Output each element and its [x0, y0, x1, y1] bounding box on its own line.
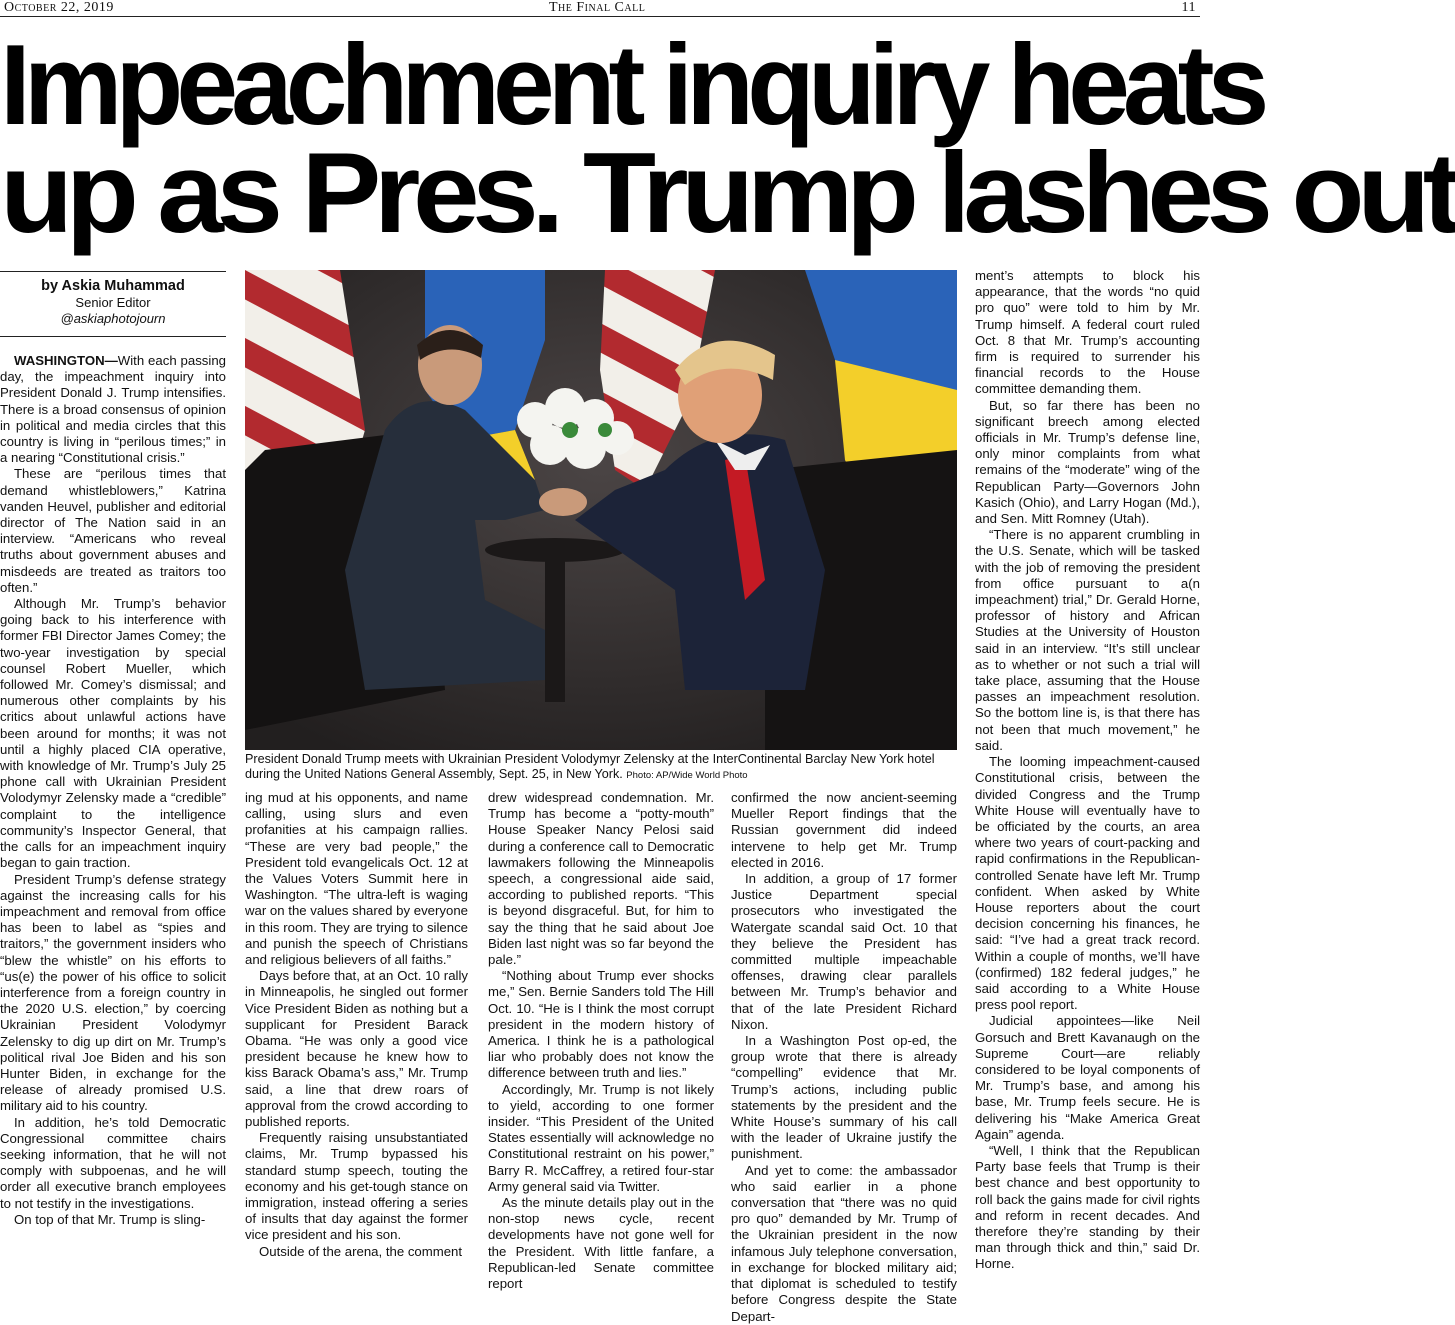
- headline-line-2: up as Pres. Trump lashes out: [0, 128, 1455, 257]
- byline-handle: @askiaphotojourn: [60, 311, 166, 326]
- article-column-3: [488, 790, 714, 1298]
- article-paragraph: Judicial appointees—like Neil Gorsuch and Brett Kavanaugh on the Supreme Court—are reliably considered to be loyal components of Mr. Trump’s base, and among his base, Mr. Trump feels secure. He is delivering his “Make America Great Again” agenda.: [975, 1013, 1200, 1142]
- newspaper-name: The Final Call: [549, 0, 646, 15]
- article-paragraph: “Nothing about Trump ever shocks me,” Sen. Bernie Sanders told The Hill Oct. 10. “He is I think the most corrupt president in the modern history of America. I think he is a pathological liar who probably does not know the difference between truth and lies.”: [488, 968, 714, 1081]
- article-paragraph: President Trump’s defense strategy against the increasing calls for his impeachment and removal from office has been to label as “spies and traitors,” the government insiders who “blew the whistle” on his efforts to “us(e) the power of his office to solicit interference from a foreign country in the 2020 U.S. election,” by coercing Ukrainian President Volodymyr Zelensky to dig up dirt on Mr. Trump’s political rival Joe Biden and his son Hunter Biden, in exchange for the release of already promised U.S. military aid to his country.: [0, 871, 226, 1114]
- article-paragraph: On top of that Mr. Trump is sling-: [14, 1211, 206, 1227]
- article-paragraph: Although Mr. Trump’s behavior going back to his interference with former FBI Director James Comey; the two-year investigation by special counsel Robert Mueller, which followed Mr. Comey’s dismissal; and numerous other complaints by his critics about unlawful actions have been around for months; it was not until a highly placed CIA operative, with knowledge of Mr. Trump’s July 25 phone call with Ukrainian President Volodymyr Zelensky made a “credible” complaint to the intelligence community’s Inspector General, that the calls for an impeachment inquiry began to gain traction.: [0, 596, 226, 871]
- article-paragraph: ment’s attempts to block his appearance, that the words “no quid pro quo” were told to him by Mr. Trump himself. A federal court ruled Oct. 8 that Mr. Trump’s accounting firm is required to surrender his financial records to the House committee demanding them.: [975, 268, 1200, 397]
- article-paragraph: The looming impeachment-caused Constitutional crisis, between the divided Congress and the Trump White House will eventually have to be officiated by the courts, an area where two years of court-packing and rapid confirmations in the Republican-controlled Senate have left Mr. Trump confident. When asked by White House reporters about the court decision concerning his finances, he said: “I’ve had a great track record. Within a couple of months, we’ll have (confirmed) 182 federal judges,” he said according to a White House press pool report.: [975, 754, 1200, 1013]
- article-paragraph: In addition, he’s told Democratic Congressional committee chairs seeking information, that he will not comply with subpoenas, and he will order all executive branch employees to not testify in the investigations.: [0, 1114, 226, 1211]
- article-paragraph: In addition, a group of 17 former Justice Department special prosecutors who investigated the Watergate scandal said Oct. 10 that they believe the President has committed multiple impeachable offenses, drawing clear parallels between Mr. Trump’s behavior and that of the late President Richard Nixon.: [731, 871, 957, 1032]
- article-paragraph: As the minute details play out in the non-stop news cycle, recent developments have not gone well for the President. With little fanfare, a Republican-led Senate committee report: [488, 1195, 714, 1292]
- article-column-1: [0, 353, 226, 1298]
- article-paragraph: And yet to come: the ambassador who said earlier in a phone conversation that “there was no quid pro quo” demanded by Mr. Trump of the Ukrainian president in the now infamous July telephone conversation, in exchange for blocked military aid; that diplomat is scheduled to testify before Congress despite the State Depart-: [731, 1162, 957, 1324]
- caption-text: President Donald Trump meets with Ukrainian President Volodymyr Zelensky at the InterContinental Barclay New York hotel during the United Nations General Assembly, Sept. 25, in New York.: [245, 752, 935, 781]
- article-paragraph: These are “perilous times that demand whistleblowers,” Katrina vanden Heuvel, publisher and editorial director of The Nation said in an interview. “Americans who reveal truths about government abuses and misdeeds are treated as traitors too often.”: [0, 466, 226, 595]
- article-column-2: [245, 790, 468, 1298]
- byline-role: Senior Editor: [75, 295, 151, 310]
- article-paragraph: WASHINGTON—With each passing day, the impeachment inquiry into President Donald J. Trump intensifies. There is a broad consensus of opinion in political and media circles that this country is living in “perilous times;” in a nearing “Constitutional crisis.”: [0, 353, 226, 466]
- article-paragraph: Frequently raising unsubstantiated claims, Mr. Trump bypassed his standard stump speech, touting the economy and his get-tough stance on immigration, instead offering a series of insults that day against the former vice president and his son.: [245, 1130, 468, 1243]
- photo-credit: Photo: AP/Wide World Photo: [626, 770, 748, 781]
- folio-line: [0, 0, 1200, 17]
- issue-date: October 22, 2019: [4, 0, 114, 15]
- article-paragraph: Outside of the arena, the comment: [259, 1243, 463, 1259]
- article-column-5: [975, 268, 1200, 1298]
- byline: [0, 271, 226, 337]
- photo-caption: [245, 752, 957, 784]
- headline-line-1: Impeachment inquiry heats: [0, 20, 1263, 149]
- article-paragraph: Accordingly, Mr. Trump is not likely to yield, according to one former insider. “This President of the United States essentially will acknowledge no Constitutional restraint on his power,” Barry R. McCaffrey, a retired four-star Army general said via Twitter.: [488, 1081, 714, 1194]
- dateline: WASHINGTON—: [14, 353, 118, 368]
- page-number: 11: [1181, 0, 1196, 15]
- headline: [0, 20, 1455, 257]
- article-paragraph: “Well, I think that the Republican Party base feels that Trump is their best chance and best opportunity to roll back the gains made for civil rights and reform in recent decades. And therefore they’re standing by their man through thick and thin,” said Dr. Horne.: [975, 1142, 1200, 1272]
- article-paragraph: “There is no apparent crumbling in the U.S. Senate, which will be tasked with the job of removing the president from office pursuant to a(n impeachment) trial,” Dr. Gerald Horne, professor of history and African Studies at the University of Houston said in an interview. “It’s still unclear as to whether or not such a trial will take place, assuming that the House passes an impeachment resolution. So the bottom line is, is that there has not been that much movement,” he said.: [975, 527, 1200, 753]
- article-paragraph: Days before that, at an Oct. 10 rally in Minneapolis, he singled out former Vice President Biden as nothing but a supplicant for President Barack Obama. “He was only a good vice president because he knew how to kiss Barack Obama’s ass,” Mr. Trump said, a line that drew roars of approval from the crowd according to published reports.: [245, 968, 468, 1130]
- article-paragraph: drew widespread condemnation. Mr. Trump has become a “potty-mouth” House Speaker Nancy Pelosi said during a conference call to Democratic lawmakers following the Minneapolis speech, a congressional aide said, according to published reports. “This is beyond disgraceful. But, for him to say the thing that he said about Joe Biden last night was so far beyond the pale.”: [488, 790, 714, 968]
- photo-illustration: [245, 270, 957, 750]
- article-paragraph: In a Washington Post op-ed, the group wrote that there is already “compelling” evidence that Mr. Trump’s actions, including public statements by the president and the White House’s summary of his call with the leader of Ukraine justify the punishment.: [731, 1033, 957, 1162]
- article-paragraph: ing mud at his opponents, and name calling, using slurs and even profanities at his campaign rallies. “These are very bad people,” the President told evangelicals Oct. 12 at the Values Voters Summit here in Washington. “The ultra-left is waging war on the values shared by everyone in this room. They are trying to silence and punish the speech of Christians and religious believers of all faiths.”: [245, 790, 468, 968]
- news-photo: [245, 270, 957, 750]
- article-paragraph: But, so far there has been no significant breech among elected officials in Mr. Trump’s defense line, only minor complaints from what remains of the “moderate” wing of the Republican Party—Governors John Kasich (Ohio), and Larry Hogan (Md.), and Sen. Mitt Romney (Utah).: [975, 397, 1200, 527]
- article-column-4: [731, 790, 957, 1324]
- byline-author: by Askia Muhammad: [41, 278, 185, 294]
- article-paragraph: confirmed the now ancient-seeming Mueller Report findings that the Russian government did indeed intervene to help get Mr. Trump elected in 2016.: [731, 790, 957, 870]
